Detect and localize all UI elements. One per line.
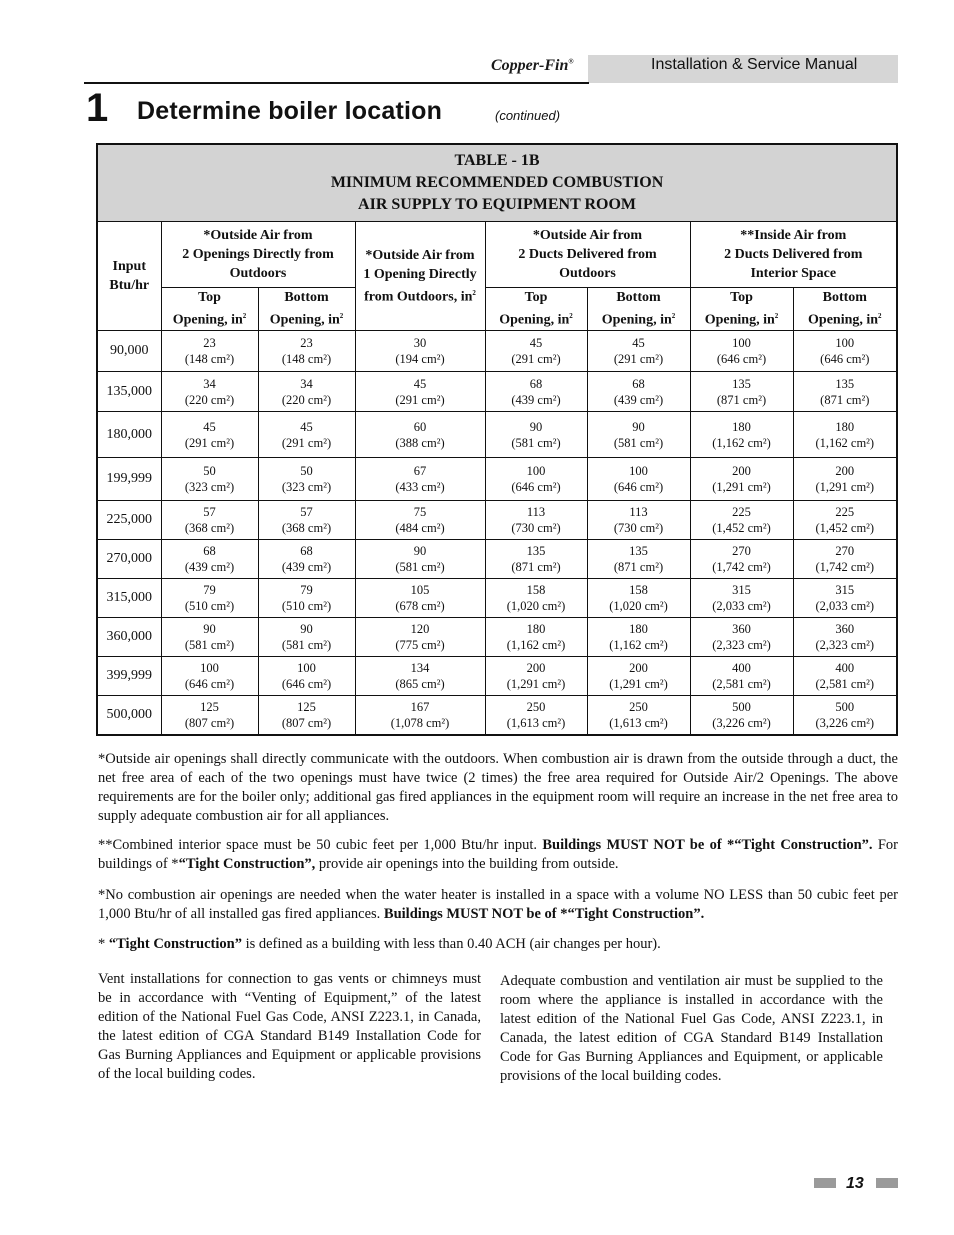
cell-value-in2: 225: [732, 505, 751, 519]
cell-value-cm2: (439 cm²): [511, 392, 561, 407]
page-number: 13: [846, 1175, 864, 1192]
cell-value-in2: 360: [835, 622, 855, 636]
cell-value-in2: 67: [413, 464, 427, 478]
row-input-btu: 270,000: [97, 540, 161, 579]
table-cell: [485, 458, 587, 501]
table-cell: [793, 331, 897, 372]
cell-value-in2: 200: [732, 464, 751, 478]
cell-value-in2: 105: [410, 583, 430, 597]
subheader-bottom-opening: Bottom Opening, $in^2$: [587, 288, 690, 331]
cell-value-cm2: (1,020 cm²): [609, 599, 668, 613]
cell-value-cm2: (865 cm²): [395, 677, 445, 691]
cell-value-in2: 79: [300, 583, 313, 597]
subheader-top-opening: Top Opening, $in^2$: [161, 288, 258, 331]
table-cell: [690, 458, 793, 501]
cell-value-cm2: (871 cm²): [716, 392, 767, 407]
cell-value-cm2: (388 cm²): [395, 435, 445, 450]
note-tight-construction: * “Tight Construction” is defined as a building with less than 0.40 ACH (air changes per hour).: [98, 936, 661, 952]
cell-value-cm2: (1,742 cm²): [712, 560, 771, 574]
table-cell: [587, 372, 690, 412]
table-cell: [793, 412, 897, 458]
cell-value-in2: 270: [835, 544, 855, 558]
cell-value-in2: 57: [203, 505, 216, 519]
cell-value-cm2: (323 cm²): [184, 480, 235, 494]
table-cell: [690, 372, 793, 412]
cell-value-in2: 250: [629, 699, 648, 714]
cell-value-in2: 68: [203, 544, 216, 558]
table-cell: [161, 331, 258, 372]
table-cell: [690, 696, 793, 735]
table-cell: [793, 372, 897, 412]
input-header: Input Btu/hr: [97, 222, 161, 331]
cell-value-in2: 135: [629, 544, 648, 558]
cell-value-in2: 500: [732, 699, 751, 714]
cell-value-cm2: (646 cm²): [716, 352, 767, 366]
cell-value-cm2: (291 cm²): [395, 392, 445, 407]
table-cell: [587, 579, 690, 618]
note-no-openings: *No combustion air openings are needed when the water heater is installed in a space with a volume NO LESS than 50 cubic feet per 1,000 Btu/hr of all installed gas fired appliances. Buildings MUST NOT be of *“Tight Construction”.: [98, 887, 898, 922]
cell-value-cm2: (646 cm²): [511, 480, 561, 494]
cell-value-in2: 100: [629, 464, 648, 478]
cell-value-cm2: (148 cm²): [281, 352, 332, 366]
note-interior-space: **Combined interior space must be 50 cubic feet per 1,000 Btu/hr input. Buildings MUST NOT be of *“Tight Construction”. For buildings of *“Tight Construction”, provide air openings into the building from outside.: [98, 837, 898, 872]
cell-value-cm2: (510 cm²): [281, 599, 332, 613]
table-cell: [485, 657, 587, 696]
table-cell: [355, 540, 485, 579]
cell-value-in2: 68: [529, 376, 543, 391]
cell-value-cm2: (439 cm²): [281, 560, 332, 574]
cell-value-in2: 60: [413, 419, 427, 434]
cell-value-cm2: (2,033 cm²): [712, 599, 771, 613]
table-cell: [587, 696, 690, 735]
cell-value-cm2: (439 cm²): [613, 392, 664, 407]
table-cell: [161, 412, 258, 458]
table-cell: [690, 657, 793, 696]
table-row: [97, 372, 897, 412]
cell-value-in2: 400: [732, 661, 751, 675]
cell-value-in2: 57: [300, 505, 313, 519]
cell-value-in2: 90: [413, 544, 427, 558]
cell-value-cm2: (1,452 cm²): [712, 521, 771, 535]
cell-value-cm2: (1,162 cm²): [609, 638, 668, 652]
cell-value-cm2: (1,742 cm²): [815, 560, 875, 574]
cell-value-in2: 167: [410, 699, 430, 714]
cell-value-in2: 90: [300, 622, 313, 636]
table-cell: [258, 696, 355, 735]
table-cell: [161, 372, 258, 412]
cell-value-cm2: (1,291 cm²): [815, 480, 875, 494]
table-cell: [258, 331, 355, 372]
cell-value-cm2: (807 cm²): [184, 715, 235, 730]
cell-value-in2: 120: [410, 622, 430, 636]
footer-bar-right: [876, 1178, 898, 1188]
cell-value-in2: 500: [835, 699, 855, 714]
cell-value-in2: 23: [203, 336, 216, 350]
cell-value-cm2: (433 cm²): [395, 480, 445, 494]
cell-value-cm2: (581 cm²): [395, 560, 445, 574]
table-cell: [355, 412, 485, 458]
table-cell: [258, 501, 355, 540]
paragraph-combustion-air: Adequate combustion and ventilation air must be supplied to the room where the appliance is installed in accordance with the latest edition of the National Fuel Gas Code, ANSI Z223.1, in Canada, the latest edition of CGA Standard B149 Installation Code for Gas Burning Appliances and Equipment, or applicable provisions of the local building codes.: [500, 973, 883, 1084]
manual-title: Installation & Service Manual: [651, 56, 858, 73]
table-cell: [258, 618, 355, 657]
cell-value-in2: 200: [526, 661, 546, 675]
cell-value-cm2: (510 cm²): [184, 599, 235, 613]
header-inside-2-ducts: **Inside Air from 2 Ducts Delivered from Interior Space: [690, 222, 897, 288]
cell-value-cm2: (2,581 cm²): [815, 677, 875, 691]
table-cell: [587, 618, 690, 657]
header-outside-2-openings: *Outside Air from 2 Openings Directly from Outdoors: [161, 222, 355, 288]
table-cell: [161, 501, 258, 540]
table-cell: [355, 579, 485, 618]
row-input-btu: 360,000: [97, 618, 161, 657]
row-input-btu: 135,000: [97, 372, 161, 412]
cell-value-cm2: (646 cm²): [820, 352, 870, 366]
cell-value-cm2: (1,613 cm²): [609, 715, 668, 730]
cell-value-cm2: (1,162 cm²): [506, 638, 566, 652]
cell-value-cm2: (871 cm²): [820, 392, 870, 407]
footer-bar-left: [814, 1178, 836, 1188]
cell-value-cm2: (730 cm²): [613, 521, 664, 535]
table-cell: [258, 458, 355, 501]
table-cell: [690, 501, 793, 540]
table-cell: [258, 579, 355, 618]
subheader-bottom-opening: Bottom Opening, $in^2$: [258, 288, 355, 331]
cell-value-in2: 23: [300, 336, 313, 350]
cell-value-in2: 30: [413, 336, 427, 350]
cell-value-cm2: (1,162 cm²): [815, 435, 875, 450]
cell-value-in2: 250: [526, 699, 546, 714]
table-cell: [485, 579, 587, 618]
table-cell: [793, 501, 897, 540]
table-cell: [355, 331, 485, 372]
cell-value-in2: 45: [632, 336, 645, 350]
table-cell: [355, 696, 485, 735]
cell-value-cm2: (194 cm²): [395, 352, 445, 366]
cell-value-in2: 34: [203, 376, 216, 391]
table-cell: [690, 540, 793, 579]
table-cell: [587, 412, 690, 458]
cell-value-in2: 360: [732, 622, 751, 636]
cell-value-in2: 315: [835, 583, 855, 597]
table-cell: [587, 501, 690, 540]
table-row: [97, 412, 897, 458]
note-outside-air: *Outside air openings shall directly communicate with the outdoors. When combustion air is drawn from the outside through a duct, the net free area of each of the two openings must have twice (2 times) the free area required for Outside Air/2 Openings. The above requirements are for the boiler only; additional gas fired appliances in the equipment room will require an increase in the net free area to supply adequate combustion air for all appliances.: [98, 751, 898, 824]
table-caption: TABLE - 1B MINIMUM RECOMMENDED COMBUSTION AIR SUPPLY TO EQUIPMENT ROOM: [97, 144, 897, 222]
row-input-btu: 500,000: [97, 696, 161, 735]
cell-value-cm2: (368 cm²): [184, 521, 235, 535]
table-cell: [690, 331, 793, 372]
cell-value-in2: 158: [526, 583, 546, 597]
page-title: Determine boiler location: [137, 97, 443, 125]
cell-value-in2: 180: [526, 622, 546, 636]
table-cell: [485, 331, 587, 372]
cell-value-in2: 113: [629, 505, 648, 519]
cell-value-cm2: (220 cm²): [184, 392, 235, 407]
cell-value-in2: 75: [413, 505, 427, 519]
cell-value-cm2: (1,020 cm²): [506, 599, 566, 613]
cell-value-cm2: (581 cm²): [613, 435, 664, 450]
table-cell: [161, 579, 258, 618]
cell-value-cm2: (646 cm²): [613, 480, 664, 494]
table-cell: [355, 458, 485, 501]
table-row: [97, 458, 897, 501]
cell-value-in2: 134: [410, 661, 430, 675]
cell-value-in2: 100: [835, 336, 855, 350]
header-outside-2-ducts: *Outside Air from 2 Ducts Delivered from Outdoors: [485, 222, 690, 288]
cell-value-cm2: (368 cm²): [281, 521, 332, 535]
cell-value-cm2: (484 cm²): [395, 521, 445, 535]
table-cell: [485, 618, 587, 657]
header-outside-1-opening: *Outside Air from 1 Opening Directly from Outdoors, $in^2$: [355, 222, 485, 331]
cell-value-cm2: (291 cm²): [281, 435, 332, 450]
cell-value-cm2: (871 cm²): [511, 560, 561, 574]
cell-value-cm2: (1,452 cm²): [815, 521, 875, 535]
table-row: [97, 618, 897, 657]
table-cell: [690, 618, 793, 657]
cell-value-in2: 315: [732, 583, 751, 597]
cell-value-in2: 270: [732, 544, 751, 558]
cell-value-cm2: (1,291 cm²): [712, 480, 771, 494]
cell-value-cm2: (646 cm²): [281, 677, 332, 691]
section-number: 1: [86, 86, 109, 130]
table-cell: [793, 696, 897, 735]
table-body: [97, 331, 897, 735]
table-row: [97, 540, 897, 579]
cell-value-in2: 100: [732, 336, 751, 350]
cell-value-cm2: (1,162 cm²): [712, 435, 771, 450]
cell-value-cm2: (323 cm²): [281, 480, 332, 494]
cell-value-in2: 125: [200, 699, 219, 714]
table-cell: [485, 501, 587, 540]
cell-value-in2: 100: [526, 464, 546, 478]
cell-value-in2: 79: [203, 583, 216, 597]
table-cell: [587, 540, 690, 579]
cell-value-cm2: (1,078 cm²): [390, 715, 450, 730]
cell-value-in2: 50: [300, 464, 313, 478]
combustion-air-table: [96, 143, 898, 736]
table-cell: [587, 458, 690, 501]
cell-value-in2: 45: [300, 419, 313, 434]
row-input-btu: 315,000: [97, 579, 161, 618]
table-cell: [793, 657, 897, 696]
row-input-btu: 199,999: [97, 458, 161, 501]
table-row: [97, 501, 897, 540]
cell-value-in2: 180: [629, 622, 648, 636]
cell-value-in2: 225: [835, 505, 855, 519]
table-cell: [258, 372, 355, 412]
cell-value-in2: 180: [732, 419, 751, 434]
cell-value-in2: 135: [732, 376, 751, 391]
cell-value-cm2: (291 cm²): [184, 435, 235, 450]
brand-logo: Copper-Fin®: [491, 57, 574, 74]
cell-value-cm2: (220 cm²): [281, 392, 332, 407]
cell-value-in2: 125: [297, 699, 316, 714]
cell-value-cm2: (439 cm²): [184, 560, 235, 574]
table-row: [97, 579, 897, 618]
cell-value-cm2: (871 cm²): [613, 560, 664, 574]
cell-value-cm2: (1,613 cm²): [506, 715, 566, 730]
table-cell: [258, 412, 355, 458]
table-cell: [161, 657, 258, 696]
table-cell: [690, 579, 793, 618]
cell-value-cm2: (2,323 cm²): [712, 638, 771, 652]
table-cell: [355, 618, 485, 657]
table-cell: [161, 696, 258, 735]
cell-value-cm2: (3,226 cm²): [815, 715, 875, 730]
table-row: [97, 657, 897, 696]
cell-value-in2: 158: [629, 583, 648, 597]
cell-value-in2: 90: [203, 622, 216, 636]
subheader-bottom-opening: Bottom Opening, $in^2$: [793, 288, 897, 331]
cell-value-in2: 400: [835, 661, 855, 675]
cell-value-in2: 45: [203, 419, 216, 434]
cell-value-cm2: (678 cm²): [395, 599, 445, 613]
page-subtitle: (continued): [495, 108, 561, 123]
cell-value-cm2: (581 cm²): [511, 435, 561, 450]
table-cell: [161, 540, 258, 579]
table-cell: [587, 657, 690, 696]
table-cell: [793, 540, 897, 579]
cell-value-in2: 68: [632, 376, 645, 391]
cell-value-cm2: (2,323 cm²): [815, 638, 875, 652]
cell-value-cm2: (2,581 cm²): [712, 677, 771, 691]
cell-value-cm2: (1,291 cm²): [609, 677, 668, 691]
cell-value-in2: 34: [300, 376, 313, 391]
table-cell: [161, 618, 258, 657]
cell-value-in2: 50: [203, 464, 216, 478]
cell-value-in2: 200: [835, 464, 855, 478]
table-cell: [793, 458, 897, 501]
cell-value-in2: 135: [835, 376, 855, 391]
cell-value-in2: 113: [526, 505, 546, 519]
cell-value-cm2: (775 cm²): [395, 638, 445, 652]
table-row: [97, 696, 897, 735]
cell-value-in2: 180: [835, 419, 855, 434]
cell-value-cm2: (730 cm²): [511, 521, 561, 535]
table-cell: [587, 331, 690, 372]
cell-value-in2: 90: [529, 419, 543, 434]
cell-value-in2: 90: [632, 419, 645, 434]
cell-value-in2: 45: [413, 376, 427, 391]
paragraph-venting: Vent installations for connection to gas vents or chimneys must be in accordance with “Venting of Equipment,” of the latest edition of the National Fuel Gas Code, ANSI Z223.1, in Canada, the latest edition of CGA Standard B149 Installation Code for Gas Burning Appliances and Equipment or applicable provisions of the local building codes.: [98, 971, 481, 1082]
table-cell: [485, 540, 587, 579]
cell-value-cm2: (291 cm²): [613, 352, 664, 366]
table-row: [97, 331, 897, 372]
table-cell: [258, 540, 355, 579]
table-cell: [690, 412, 793, 458]
row-input-btu: 399,999: [97, 657, 161, 696]
table-cell: [793, 618, 897, 657]
cell-value-cm2: (148 cm²): [184, 352, 235, 366]
table-cell: [355, 657, 485, 696]
cell-value-cm2: (581 cm²): [184, 638, 235, 652]
table-cell: [161, 458, 258, 501]
subheader-top-opening: Top Opening, $in^2$: [690, 288, 793, 331]
cell-value-in2: 100: [297, 661, 316, 675]
table-cell: [485, 696, 587, 735]
table-cell: [485, 372, 587, 412]
table-cell: [793, 579, 897, 618]
table-cell: [258, 657, 355, 696]
cell-value-cm2: (1,291 cm²): [506, 677, 566, 691]
cell-value-in2: 45: [529, 336, 543, 350]
cell-value-in2: 135: [526, 544, 546, 558]
table-cell: [355, 372, 485, 412]
cell-value-cm2: (291 cm²): [511, 352, 561, 366]
cell-value-in2: 200: [629, 661, 648, 675]
table-cell: [485, 412, 587, 458]
cell-value-cm2: (581 cm²): [281, 638, 332, 652]
row-input-btu: 180,000: [97, 412, 161, 458]
table-cell: [355, 501, 485, 540]
header-rule: [84, 82, 589, 84]
cell-value-in2: 100: [200, 661, 219, 675]
subheader-top-opening: Top Opening, $in^2$: [485, 288, 587, 331]
cell-value-cm2: (646 cm²): [184, 677, 235, 691]
cell-value-cm2: (2,033 cm²): [815, 599, 875, 613]
row-input-btu: 90,000: [97, 331, 161, 372]
row-input-btu: 225,000: [97, 501, 161, 540]
cell-value-cm2: (3,226 cm²): [712, 715, 771, 730]
cell-value-cm2: (807 cm²): [281, 715, 332, 730]
cell-value-in2: 68: [300, 544, 313, 558]
